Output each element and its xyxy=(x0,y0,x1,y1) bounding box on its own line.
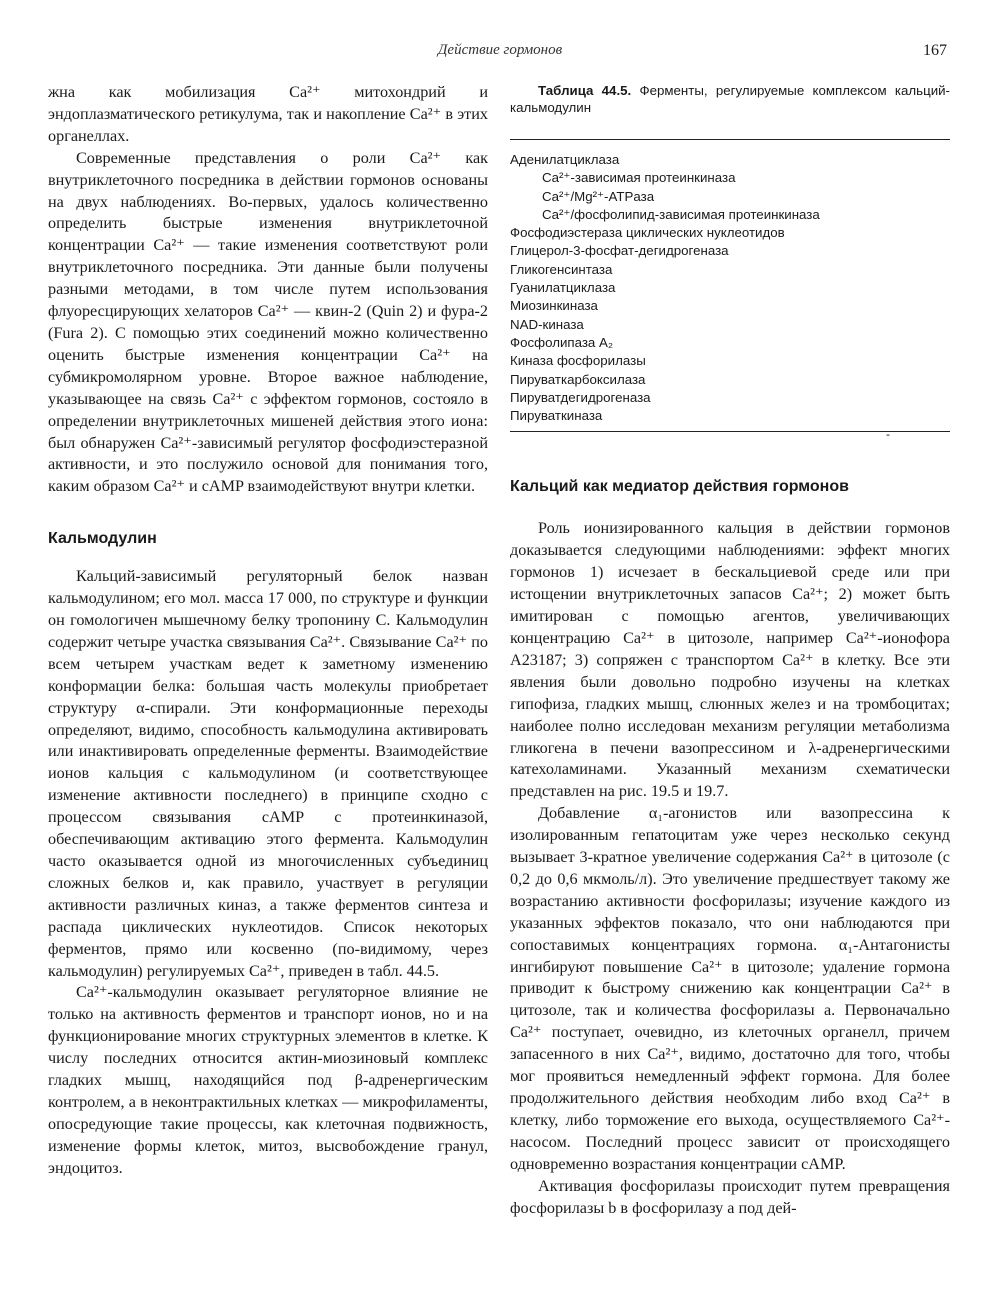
enzyme-item: Фосфодиэстераза циклических нуклеотидов xyxy=(510,225,785,241)
enzyme-item: Фосфолипаза A₂ xyxy=(510,334,614,350)
table-end-mark: - xyxy=(886,427,890,442)
paragraph: Современные представления о роли Ca²⁺ как внутриклеточного посредника в действии гормонов основаны на двух наблюдениях. Во-первых, удалось количественно определить быстрые изменения внутриклеточной концентрации Ca²⁺ — такие изменения соответствуют роли внутриклеточного посредника. Эти данные были получены разными методами, в том числе путем использования флуоресцирующих хелаторов Ca²⁺ — квин-2 (Quin 2) и фура-2 (Fura 2). С помощью этих соединений можно количественно оценить быстрые изменения концентрации Ca²⁺ на субмикромолярном уровне. Второе важное наблюдение, указывающее на связь Ca²⁺ с эффектом гормонов, состояло в определении внутриклеточных мишеней действия этого иона: был обнаружен Ca²⁺-зависимый регулятор фосфодиэстеразной активности, и это послужило основой для понимания того, каким образом Ca²⁺ и cAMP взаимодействуют внутри клетки. xyxy=(48,148,488,496)
table-top-rule xyxy=(510,139,950,140)
enzyme-item: Пируватдегидрогеназа xyxy=(510,389,651,405)
enzyme-item: Миозинкиназа xyxy=(510,298,598,314)
enzyme-item: Глицерол-3-фосфат-дегидрогеназа xyxy=(510,243,729,259)
table-bottom-rule xyxy=(510,427,950,442)
enzyme-item: Киназа фосфорилазы xyxy=(510,353,646,369)
paragraph: Кальций-зависимый регуляторный белок назван кальмодулином; его мол. масса 17 000, по структуре и функции он гомологичен мышечному белку тропонину C. Кальмодулин содержит четыре участка связывания Ca²⁺. Связывание Ca²⁺ по всем четырем участкам ведет к заметному изменению конформации белка: большая часть молекулы приобретает структуру α-спирали. Эти конформационные переходы определяют, видимо, способность кальмодулина активировать или инактивировать определенные ферменты. Взаимодействие ионов кальция с кальмодулином (и соответствующее изменение активности последнего) в принципе сходно с процессом связывания cAMP с протеинкиназой, обеспечивающим активацию этого фермента. Кальмодулин часто оказывается одной из многочисленных субъединиц сложных белков и, как правило, участвует в регуляции активности различных киназ, а также ферментов синтеза и распада циклических нуклеотидов. Список некоторых ферментов, прямо или косвенно (по-видимому, через кальмодулин) регулируемых Ca²⁺, приведен в табл. 44.5. xyxy=(48,567,488,980)
enzyme-list xyxy=(510,151,950,425)
enzyme-item: Ca²⁺-зависимая протеинкиназа xyxy=(542,170,736,186)
running-title: Действие гормонов xyxy=(437,42,563,58)
section-heading-calcium-mediator: Кальций как медиатор действия гормонов xyxy=(510,478,849,496)
enzyme-item: Гуанилатциклаза xyxy=(510,280,616,296)
section-heading-calmodulin: Кальмодулин xyxy=(48,530,157,548)
enzyme-item: Гликогенсинтаза xyxy=(510,261,613,277)
enzyme-item: Пируваткиназа xyxy=(510,408,603,424)
right-column xyxy=(510,82,950,1219)
enzyme-item: Пируваткарбоксилаза xyxy=(510,371,646,387)
paragraph: Ca²⁺-кальмодулин оказывает регуляторное влияние не только на активность ферментов и транспорт ионов, но и на функционирование многих структурных элементов в клетке. К числу последних относится актин-миозиновый комплекс гладких мышц, находящийся под β-адренергическим контролем, а в неконтрактильных клетках — микрофиламенты, опосредующие такие процессы, как клеточная подвижность, изменение формы клеток, митоз, высвобождение гранул, эндоцитоз. xyxy=(48,983,488,1177)
table-caption xyxy=(510,82,950,116)
enzyme-table xyxy=(510,82,950,442)
enzyme-item: NAD-киназа xyxy=(510,316,584,332)
paragraph: жна как мобилизация Ca²⁺ митохондрий и эндоплазматического ретикулума, так и накопление Ca²⁺ в этих органеллах. xyxy=(48,83,488,145)
page-number: 167 xyxy=(923,42,947,59)
paragraph: Активация фосфорилазы происходит путем превращения фосфорилазы b в фосфорилазу a под дей- xyxy=(510,1176,950,1217)
table-caption-text: Ферменты, регулируемые комплексом кальций-кальмодулин xyxy=(510,83,950,115)
enzyme-item: Ca²⁺/фосфолипид-зависимая протеинкиназа xyxy=(542,206,820,222)
enzyme-item: Ca²⁺/Mg²⁺-ATPаза xyxy=(542,188,655,204)
table-caption-label: Таблица 44.5. xyxy=(538,83,632,98)
left-column xyxy=(48,82,488,1180)
paragraph: Добавление α₁-агонистов или вазопрессина к изолированным гепатоцитам уже через несколько секунд вызывает 3-кратное увеличение содержания Ca²⁺ в цитозоле (с 0,2 до 0,6 мкмоль/л). Это увеличение предшествует такому же возрастанию активности фосфорилазы; изучение каждого из указанных эффектов показало, что они наблюдаются при сопоставимых концентрациях гормона. α₁-Антагонисты ингибируют повышение Ca²⁺ в цитозоле; удаление гормона приводит к быстрому снижению как концентрации Ca²⁺ в цитозоле, так и количества фосфорилазы a. Первоначально Ca²⁺ поступает, очевидно, из клеточных органелл, причем запасенного в них Ca²⁺, видимо, достаточно для того, чтобы мог проявиться немедленный эффект гормона. Для более продолжительного действия необходим либо вход Ca²⁺ в клетку, либо торможение его выхода, осуществляемого Ca²⁺-насосом. Последний процесс зависит от происходящего одновременно возрастания концентрации cAMP. xyxy=(510,804,950,1173)
paragraph: Роль ионизированного кальция в действии гормонов доказывается следующими наблюдениями: эффект многих гормонов 1) исчезает в бескальциевой среде или при истощении внутриклеточных запасов Ca²⁺; 2) может быть имитирован с помощью агентов, увеличивающих концентрацию Ca²⁺ в цитозоле, например Ca²⁺-ионофора A23187; 3) сопряжен с транспортом Ca²⁺ в клетку. Все эти явления были довольно подробно изучены на клетках гипофиза, гладких мышц, слюнных желез и на тромбоцитах; наиболее полно исследован механизм регуляции метаболизма гликогена в печени вазопрессином и λ-адренергическими катехоламинами. Указанный механизм схематически представлен на рис. 19.5 и 19.7. xyxy=(510,519,950,801)
enzyme-item: Аденилатциклаза xyxy=(510,152,620,167)
